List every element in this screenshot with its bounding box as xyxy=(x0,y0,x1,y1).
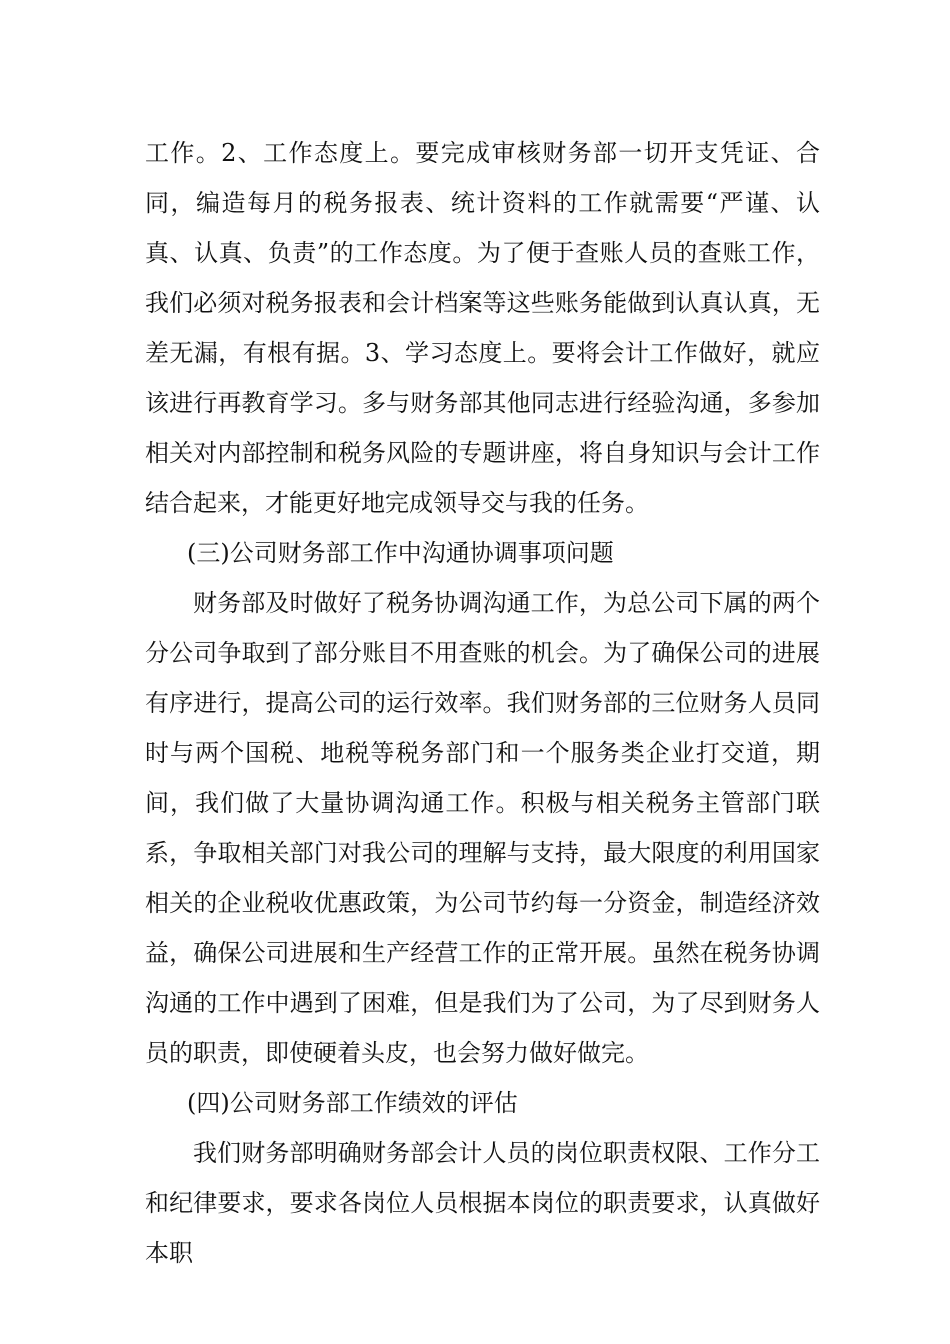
paragraph-work-attitude: 工作。2、工作态度上。要完成审核财务部一切开支凭证、合同，编造每月的税务报表、统计资料的工作就需要“严谨、认真、认真、负责”的工作态度。为了便于查账人员的查账工作，我们必须对税务报表和会计档案等这些账务能做到认真认真，无差无漏，有根有据。3、学习态度上。要将会计工作做好，就应该进行再教育学习。多与财务部其他同志进行经验沟通，多参加相关对内部控制和税务风险的专题讲座，将自身知识与会计工作结合起来，才能更好地完成领导交与我的任务。 xyxy=(145,139,820,517)
section-heading-communication: (三)公司财务部工作中沟通协调事项问题 xyxy=(187,539,614,567)
paragraph-performance: 我们财务部明确财务部会计人员的岗位职责权限、工作分工和纪律要求，要求各岗位人员根据本岗位的职责要求，认真做好本职 xyxy=(145,1139,820,1267)
document-body xyxy=(145,128,820,1278)
paragraph-communication: 财务部及时做好了税务协调沟通工作，为总公司下属的两个分公司争取到了部分账目不用查账的机会。为了确保公司的进展有序进行，提高公司的运行效率。我们财务部的三位财务人员同时与两个国税、地税等税务部门和一个服务类企业打交道，期间，我们做了大量协调沟通工作。积极与相关税务主管部门联系，争取相关部门对我公司的理解与支持，最大限度的利用国家相关的企业税收优惠政策，为公司节约每一分资金，制造经济效益，确保公司进展和生产经营工作的正常开展。虽然在税务协调沟通的工作中遇到了困难，但是我们为了公司，为了尽到财务人员的职责，即使硬着头皮，也会努力做好做完。 xyxy=(145,589,820,1067)
section-heading-performance: (四)公司财务部工作绩效的评估 xyxy=(187,1089,518,1117)
